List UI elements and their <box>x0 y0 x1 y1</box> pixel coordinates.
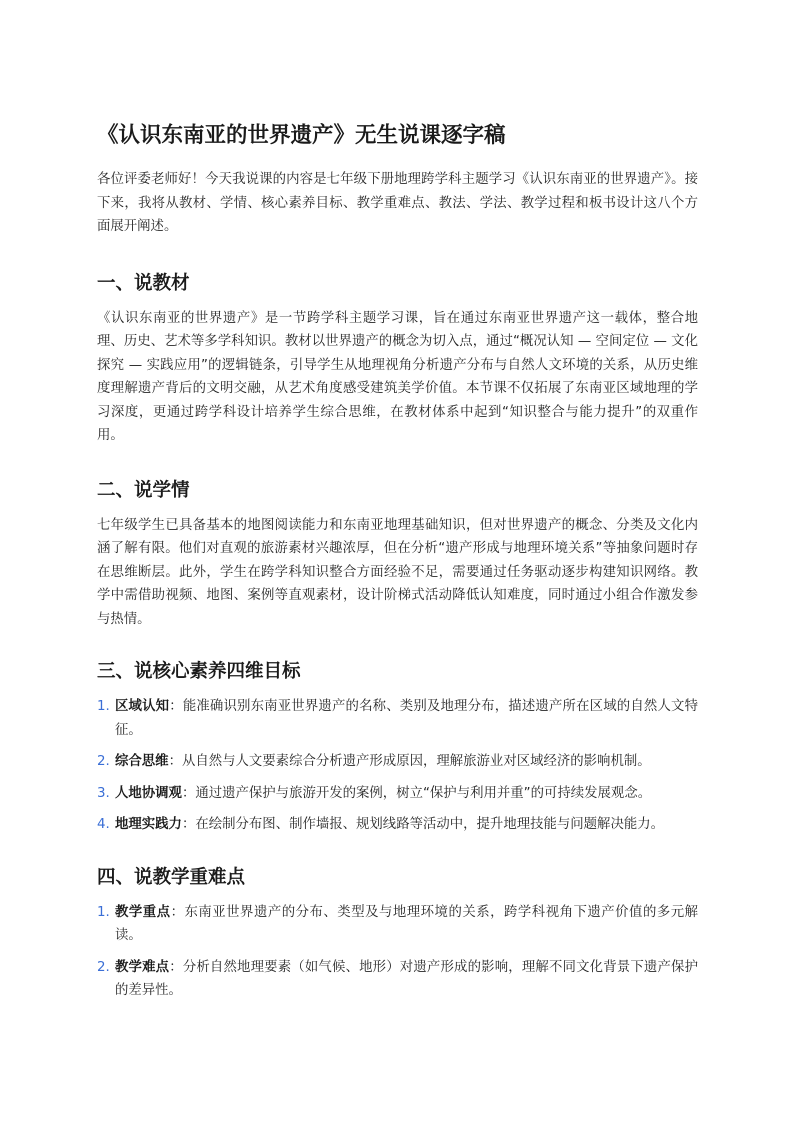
list-item-body <box>115 782 698 806</box>
list-item-body <box>115 956 698 1003</box>
list-number: 2. <box>97 959 110 975</box>
list-item-text: 在绘制分布图、制作墙报、规划线路等活动中，提升地理技能与问题解决能力。 <box>195 817 665 832</box>
list-number: 2. <box>97 754 110 769</box>
list-item-term: 教学重点 <box>115 904 171 920</box>
section-textbook-paragraph: 《认识东南亚的世界遗产》是一节跨学科主题学习课，旨在通过东南亚世界遗产这一载体，整合地理、历史、艺术等多学科知识。教材以世界遗产的概念为切入点，通过“概况认知 — 空间定位 — 文化探究 — 实践应用”的逻辑链条，引导学生从地理视角分析遗产分布与自然人文环境的关系，从历史维度理解遗产背后的文明交融，从艺术角度感受建筑美学价值。本节课不仅拓展了东南亚区域地理的学习深度，更通过跨学科设计培养学生综合思维，在教材体系中起到“知识整合与能力提升”的双重作用。 <box>97 310 698 443</box>
list-item-separator: ： <box>170 904 185 920</box>
list-item-body <box>115 695 698 742</box>
list-item <box>97 782 698 806</box>
list-item-text: 分析自然地理要素（如气候、地形）对遗产形成的影响，理解不同文化背景下遗产保护的差异性。 <box>115 959 698 998</box>
list-item <box>97 956 698 1003</box>
intro-paragraph: 各位评委老师好！今天我说课的内容是七年级下册地理跨学科主题学习《认识东南亚的世界遗产》。接下来，我将从教材、学情、核心素养目标、教学重难点、教法、学法、教学过程和板书设计这八个方面展开阐述。 <box>97 172 698 234</box>
list-number: 1. <box>97 699 110 714</box>
objectives-list <box>97 695 698 837</box>
key-points-list <box>97 901 698 1003</box>
list-number: 3. <box>97 785 110 801</box>
list-item-text: 东南亚世界遗产的分布、类型及与地理环境的关系，跨学科视角下遗产价值的多元解读。 <box>115 904 699 943</box>
list-item-text: 从自然与人文要素综合分析遗产形成原因，理解旅游业对区域经济的影响机制。 <box>181 754 651 769</box>
list-item-term: 教学难点 <box>115 959 170 975</box>
list-item-separator: ： <box>169 959 183 975</box>
list-number: 4. <box>97 817 110 832</box>
document-title: 《认识东南亚的世界遗产》无生说课逐字稿 <box>97 123 506 148</box>
list-item-term: 综合思维 <box>115 754 169 769</box>
list-item <box>97 750 698 774</box>
list-item-separator: ： <box>168 754 182 769</box>
list-item-separator: ： <box>181 817 196 832</box>
list-item-separator: ： <box>181 785 196 801</box>
list-item <box>97 813 698 837</box>
section-heading-objectives: 三、说核心素养四维目标 <box>97 661 301 682</box>
list-item-term: 人地协调观 <box>115 785 182 801</box>
list-item-body <box>115 901 698 948</box>
section-heading-textbook: 一、说教材 <box>97 272 190 294</box>
list-number: 1. <box>97 904 110 920</box>
section-students-paragraph: 七年级学生已具备基本的地图阅读能力和东南亚地理基础知识，但对世界遗产的概念、分类及文化内涵了解有限。他们对直观的旅游素材兴趣浓厚，但在分析“遗产形成与地理环境关系”等抽象问题时存在思维断层。此外，学生在跨学科知识整合方面经验不足，需要通过任务驱动逐步构建知识网络。教学中需借助视频、地图、案例等直观素材，设计阶梯式活动降低认知难度，同时通过小组合作激发参与热情。 <box>97 517 698 627</box>
list-item-term: 地理实践力 <box>115 817 182 832</box>
list-item-text: 能准确识别东南亚世界遗产的名称、类别及地理分布，描述遗产所在区域的自然人文特征。 <box>115 699 698 738</box>
document-page <box>97 118 698 1011</box>
section-heading-key-points: 四、说教学重难点 <box>97 866 246 888</box>
list-item-text: 通过遗产保护与旅游开发的案例，树立“保护与利用并重”的可持续发展观念。 <box>195 785 652 801</box>
list-item <box>97 901 698 948</box>
list-item-body <box>115 750 698 774</box>
list-item-term: 区域认知 <box>115 699 170 714</box>
list-item-body <box>115 813 698 837</box>
list-item <box>97 695 698 742</box>
section-heading-students: 二、说学情 <box>97 479 190 501</box>
list-item-separator: ： <box>169 699 183 714</box>
